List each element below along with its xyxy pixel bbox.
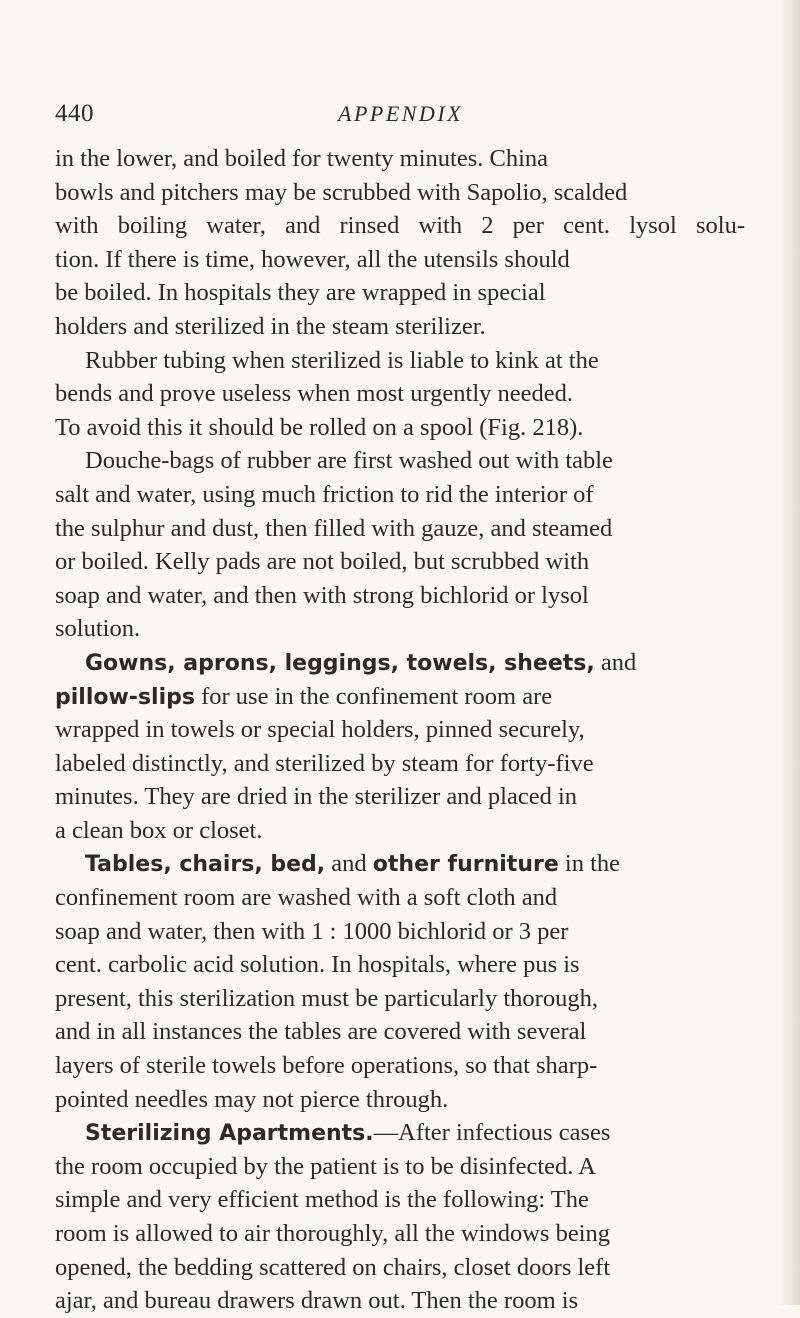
bold-run-in-heading: other furniture xyxy=(372,852,559,878)
bold-run-in-heading: Sterilizing Apartments. xyxy=(85,1121,374,1147)
text-line xyxy=(55,142,745,176)
text-run: cent. carbolic acid solution. In hospitals, where pus is xyxy=(55,951,580,979)
text-run: wrapped in towels or special holders, pinned securely, xyxy=(55,716,585,744)
text-line xyxy=(55,814,745,848)
text-line xyxy=(55,176,745,210)
text-line xyxy=(55,579,745,613)
text-run: soap and water, and then with strong bichlorid or lysol xyxy=(55,581,589,609)
text-run: present, this sterilization must be particularly thorough, xyxy=(55,984,598,1012)
text-run: Rubber tubing when sterilized is liable to kink at the xyxy=(85,346,599,374)
text-line xyxy=(55,243,745,277)
text-line xyxy=(55,780,745,814)
text-line xyxy=(55,411,745,445)
text-run: solution. xyxy=(55,615,141,643)
text-line xyxy=(55,1083,745,1117)
bold-run-in-heading: pillow-slips xyxy=(55,684,195,710)
page-edge-shadow xyxy=(778,0,800,1305)
text-run: and xyxy=(594,648,637,676)
text-run: —After infectious cases xyxy=(373,1119,611,1147)
bold-run-in-heading: Gowns, aprons, leggings, towels, sheets, xyxy=(85,650,595,676)
text-line xyxy=(55,982,745,1016)
text-line xyxy=(55,1015,745,1049)
text-run: in the lower, and boiled for twenty minutes. China xyxy=(55,145,549,172)
text-run: To avoid this it should be rolled on a spool (Fig. 218). xyxy=(55,413,584,441)
text-run: minutes. They are dried in the sterilizer and placed in xyxy=(55,783,578,811)
text-run: bends and prove useless when most urgently needed. xyxy=(55,380,574,408)
text-run: ajar, and bureau drawers drawn out. Then the room is xyxy=(55,1287,579,1315)
text-line xyxy=(55,915,745,949)
text-line xyxy=(55,478,745,512)
text-line xyxy=(55,747,745,781)
text-run: opened, the bedding scattered on chairs, closet doors left xyxy=(55,1253,611,1281)
text-line xyxy=(55,680,745,714)
text-line xyxy=(55,545,745,579)
text-run: in the xyxy=(558,850,621,878)
page-number: 440 xyxy=(55,100,94,127)
text-line xyxy=(55,1217,745,1251)
text-line xyxy=(55,377,745,411)
text-run: and xyxy=(325,850,373,878)
text-line xyxy=(55,646,745,680)
page-header xyxy=(55,94,745,134)
text-run: layers of sterile towels before operations, so that sharp- xyxy=(55,1052,598,1080)
text-line xyxy=(55,948,745,982)
text-line xyxy=(55,1251,745,1285)
text-line xyxy=(55,209,745,243)
bold-run-in-heading: Tables, chairs, bed, xyxy=(85,852,326,878)
text-run: room is allowed to air thoroughly, all the windows being xyxy=(55,1220,611,1247)
text-run: labeled distinctly, and sterilized by steam for forty-five xyxy=(55,749,594,777)
text-line xyxy=(55,713,745,747)
text-line xyxy=(55,1116,745,1150)
text-run: be boiled. In hospitals they are wrapped in special xyxy=(55,279,546,307)
text-line xyxy=(55,344,745,378)
text-run: with boiling water, and rinsed with 2 per cent. lysol solu- xyxy=(55,212,745,240)
text-line xyxy=(55,444,745,478)
text-line xyxy=(55,1150,745,1184)
text-run: for use in the confinement room are xyxy=(194,682,553,710)
text-run: Douche-bags of rubber are first washed out with table xyxy=(85,447,613,475)
text-line xyxy=(55,612,745,646)
text-run: or boiled. Kelly pads are not boiled, but scrubbed with xyxy=(55,548,590,576)
body-text xyxy=(55,142,745,1318)
text-run: soap and water, then with 1 : 1000 bichlorid or 3 per xyxy=(55,917,569,945)
text-run: the room occupied by the patient is to be disinfected. A xyxy=(55,1152,596,1180)
text-run: tion. If there is time, however, all the utensils should xyxy=(55,245,570,273)
text-run: pointed needles may not pierce through. xyxy=(55,1085,449,1113)
text-run: simple and very efficient method is the following: The xyxy=(55,1186,589,1214)
text-line xyxy=(55,1049,745,1083)
text-run: holders and sterilized in the steam sterilizer. xyxy=(55,312,486,340)
text-run: and in all instances the tables are covered with several xyxy=(55,1018,587,1046)
text-run: a clean box or closet. xyxy=(55,816,263,844)
text-line xyxy=(55,512,745,546)
text-line xyxy=(55,276,745,310)
text-line xyxy=(55,310,745,344)
text-run: bowls and pitchers may be scrubbed with Sapolio, scalded xyxy=(55,178,628,206)
text-run: salt and water, using much friction to rid the interior of xyxy=(55,480,594,508)
text-run: confinement room are washed with a soft cloth and xyxy=(55,884,558,912)
text-line xyxy=(55,881,745,915)
running-head: APPENDIX xyxy=(338,101,464,126)
text-line xyxy=(55,847,745,881)
text-line xyxy=(55,1183,745,1217)
text-run: the sulphur and dust, then filled with gauze, and steamed xyxy=(55,514,613,542)
text-line xyxy=(55,1284,745,1318)
